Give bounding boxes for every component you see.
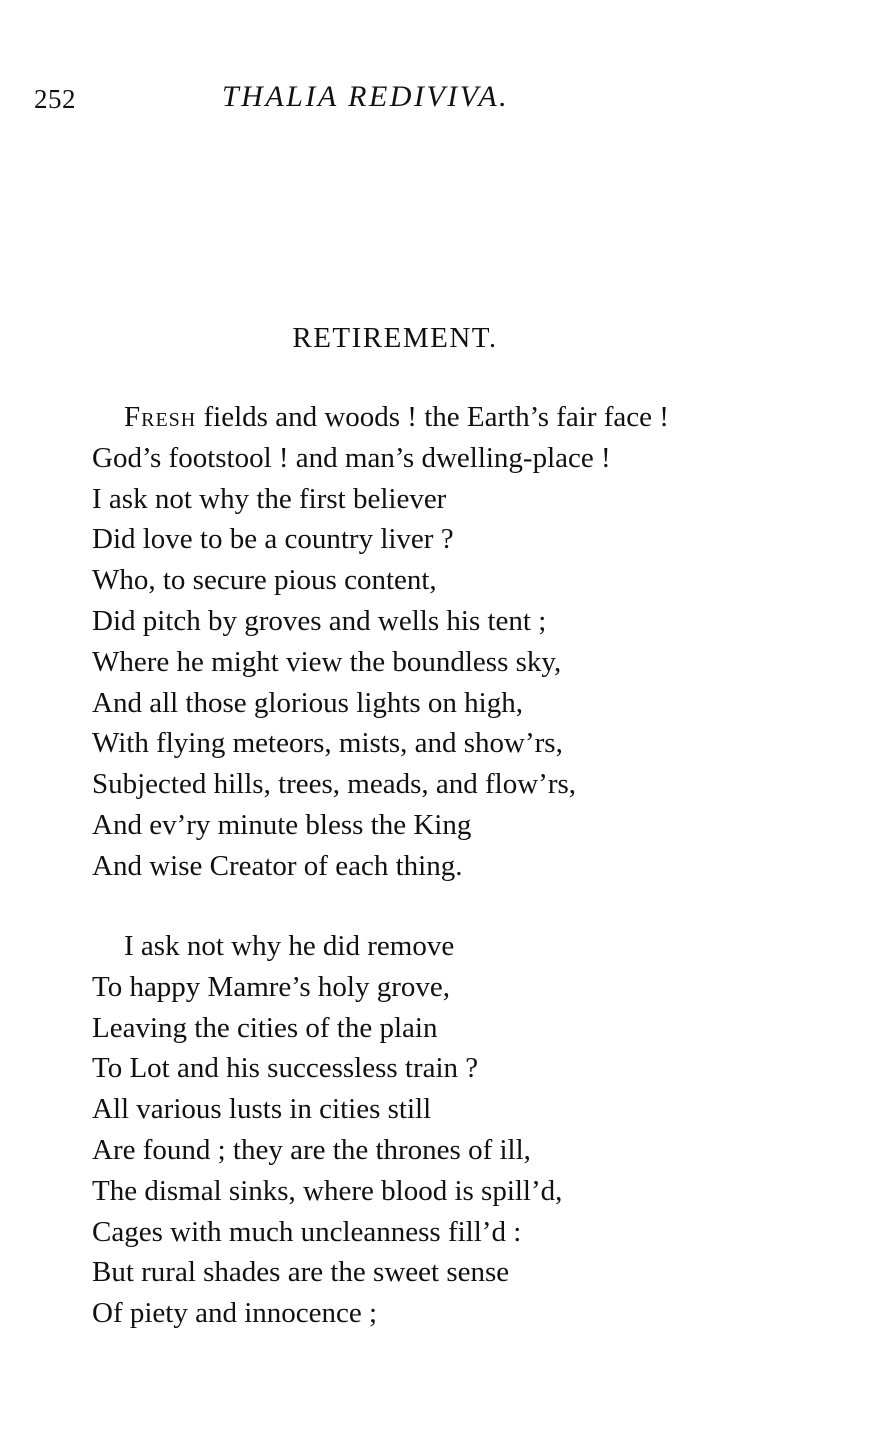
poem-line: Cages with much uncleanness fill’d :: [92, 1215, 522, 1248]
opening-word: Fresh: [124, 401, 197, 433]
poem-line: Are found ; they are the thrones of ill,: [92, 1133, 531, 1166]
stanza-2: [92, 926, 562, 1334]
poem-line: God’s footstool ! and man’s dwelling-place !: [92, 441, 611, 474]
poem-line: But rural shades are the sweet sense: [92, 1256, 510, 1289]
poem-line: And ev’ry minute bless the King: [92, 808, 472, 841]
poem-line: Who, to secure pious content,: [92, 564, 437, 597]
poem-line: To happy Mamre’s holy grove,: [92, 970, 450, 1003]
opening-line-text: fields and woods ! the Earth’s fair face !: [196, 401, 669, 433]
poem-line: I ask not why the first believer: [92, 482, 447, 515]
poem-line: All various lusts in cities still: [92, 1093, 432, 1126]
poem-line: Where he might view the boundless sky,: [92, 645, 562, 678]
poem-line: And all those glorious lights on high,: [92, 686, 523, 719]
stanza-1: [92, 397, 669, 887]
poem-line: I ask not why he did remove: [124, 930, 455, 962]
poem-title: RETIREMENT.: [292, 322, 498, 354]
poem-line: To Lot and his successless train ?: [92, 1052, 479, 1085]
poem-line: [92, 397, 669, 438]
poem-line: Leaving the cities of the plain: [92, 1011, 438, 1044]
poem-line: And wise Creator of each thing.: [92, 849, 463, 882]
poem-line: Subjected hills, trees, meads, and flow’rs,: [92, 768, 577, 801]
poem-line: Did pitch by groves and wells his tent ;: [92, 604, 547, 637]
running-title: THALIA REDIVIVA.: [222, 80, 510, 113]
page-number: 252: [34, 84, 76, 114]
poem-line: Of piety and innocence ;: [92, 1297, 378, 1330]
poem-line: The dismal sinks, where blood is spill’d,: [92, 1174, 563, 1207]
poem-line: Did love to be a country liver ?: [92, 523, 454, 556]
running-header: [0, 80, 895, 120]
poem-line: With flying meteors, mists, and show’rs,: [92, 727, 563, 760]
